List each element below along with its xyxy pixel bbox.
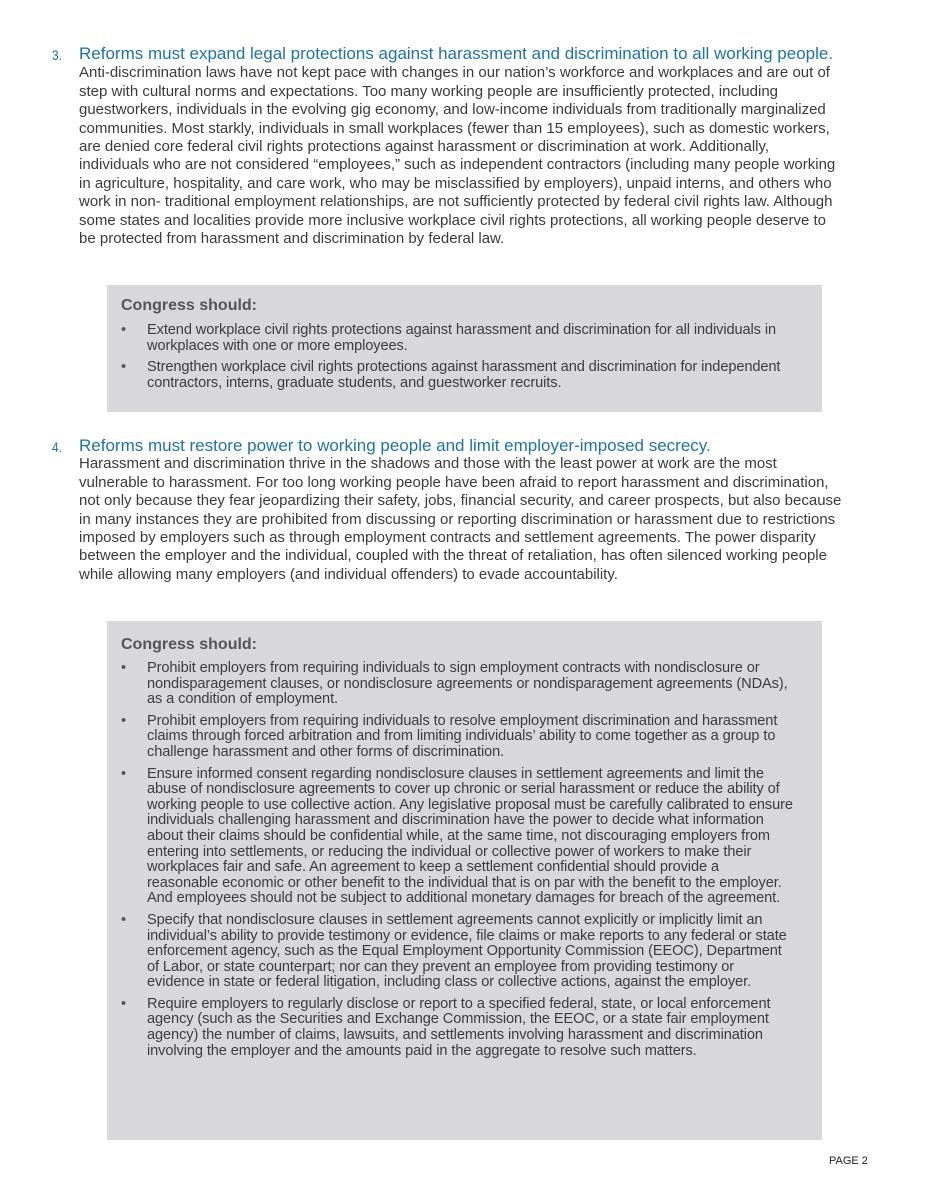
- section-3-body: Anti-discrimination laws have not kept pace with changes in our nation’s workforce and workplaces and are out of step with cultural norms and expectations. Too many working people are insufficiently protected, including guestworkers, individuals in the evolving gig economy, and low-income individuals from traditionally marginalized communities. Most starkly, individuals in small workplaces (fewer than 15 employees), such as domestic workers, are denied core federal civil rights protections against harassment or discrimination at work. Additionally, individuals who are not considered “employees,” such as independent contractors (including many people working in agriculture, hospitality, and care work, who may be misclassified by employers), unpaid interns, and others who work in non- traditional employment relationships, are not sufficiently protected by federal civil rights law. Although some states and localities provide more inclusive workplace civil rights protections, all working people deserve to be protected from harassment and discrimination by federal law.: [79, 64, 836, 248]
- bullet-icon: •: [121, 712, 127, 729]
- section-4: [52, 437, 842, 584]
- bullet-icon: •: [121, 765, 127, 782]
- section-3-paragraph: [52, 45, 842, 248]
- section-4-bullet-list: [121, 661, 794, 1065]
- section-3-number: 3.: [52, 47, 62, 63]
- section-3-bullet-list: [121, 323, 794, 397]
- section-3-heading: Reforms must expand legal protections against harassment and discrimination to all working people.: [79, 44, 834, 63]
- section-4-number: 4.: [52, 439, 62, 455]
- section-3-congress-box: [107, 285, 822, 412]
- section-3-box-title: Congress should:: [121, 297, 258, 314]
- bullet-item: • Require employers to regularly disclose or report to a specified federal, state, or local enforcement agency (such as the Securities and Exchange Commission, the EEOC, or a state fair employment agency) the number of claims, lawsuits, and settlements involving harassment and discrimination involving the employer and the amounts paid in the aggregate to resolve such matters.: [121, 995, 771, 1059]
- section-3: [52, 45, 842, 248]
- section-4-body: Harassment and discrimination thrive in the shadows and those with the least power at work are the most vulnerable to harassment. For too long working people have been afraid to report harassment and discrimination, not only because they fear jeopardizing their safety, jobs, financial security, and career prospects, but also because in many instances they are prohibited from discussing or reporting discrimination or harassment due to restrictions imposed by employers such as through employment contracts and settlement agreements. The power disparity between the employer and the individual, coupled with the threat of retaliation, has often silenced working people while allowing many employers (and individual offenders) to evade accountability.: [79, 455, 842, 583]
- bullet-icon: •: [121, 359, 127, 376]
- bullet-item: • Prohibit employers from requiring individuals to sign employment contracts with nondisclosure or nondisparagement clauses, or nondisclosure agreements or nondisparagement agreements (NDAs), as a condition of employment.: [121, 660, 788, 708]
- section-4-congress-box: [107, 621, 822, 1140]
- bullet-item: • Specify that nondisclosure clauses in settlement agreements cannot explicitly or implicitly limit an individual’s ability to provide testimony or evidence, file claims or make reports to any federal or state enforcement agency, such as the Equal Employment Opportunity Commission (EEOC), Department of Labor, or state counterpart; nor can they prevent an employee from providing testimony or evidence in state or federal litigation, including class or collective actions, against the employer.: [121, 911, 787, 991]
- page-number: PAGE 2: [829, 1155, 868, 1167]
- bullet-icon: •: [121, 911, 127, 928]
- bullet-item: • Strengthen workplace civil rights protections against harassment and discrimination for independent contractors, interns, graduate students, and guestworker recruits.: [121, 359, 781, 391]
- bullet-icon: •: [121, 660, 127, 676]
- section-4-box-title: Congress should:: [121, 636, 258, 653]
- bullet-icon: •: [121, 995, 127, 1012]
- bullet-item: • Prohibit employers from requiring individuals to resolve employment discrimination and harassment claims through forced arbitration and from limiting individuals’ ability to come together as a group to challenge harassment and other forms of discrimination.: [121, 712, 778, 760]
- section-4-paragraph: [52, 437, 842, 584]
- bullet-icon: •: [121, 322, 127, 338]
- section-4-heading: Reforms must restore power to working people and limit employer-imposed secrecy.: [79, 436, 711, 455]
- bullet-item: • Extend workplace civil rights protections against harassment and discrimination for all individuals in workplaces with one or more employees.: [121, 322, 776, 354]
- bullet-item: • Ensure informed consent regarding nondisclosure clauses in settlement agreements and limit the abuse of nondisclosure agreements to cover up chronic or serial harassment or reduce the ability of working people to use collective action. Any legislative proposal must be carefully calibrated to ensure individuals challenging harassment and discrimination have the power to decide what information about their claims should be confidential while, at the same time, not discouraging employers from entering into settlements, or reducing the individual or collective power of workers to make their workplaces fair and safe. An agreement to keep a settlement confidential should provide a reasonable economic or other benefit to the individual that is on par with the benefit to the employer. And employees should not be subject to additional monetary damages for breach of the agreement.: [121, 765, 793, 907]
